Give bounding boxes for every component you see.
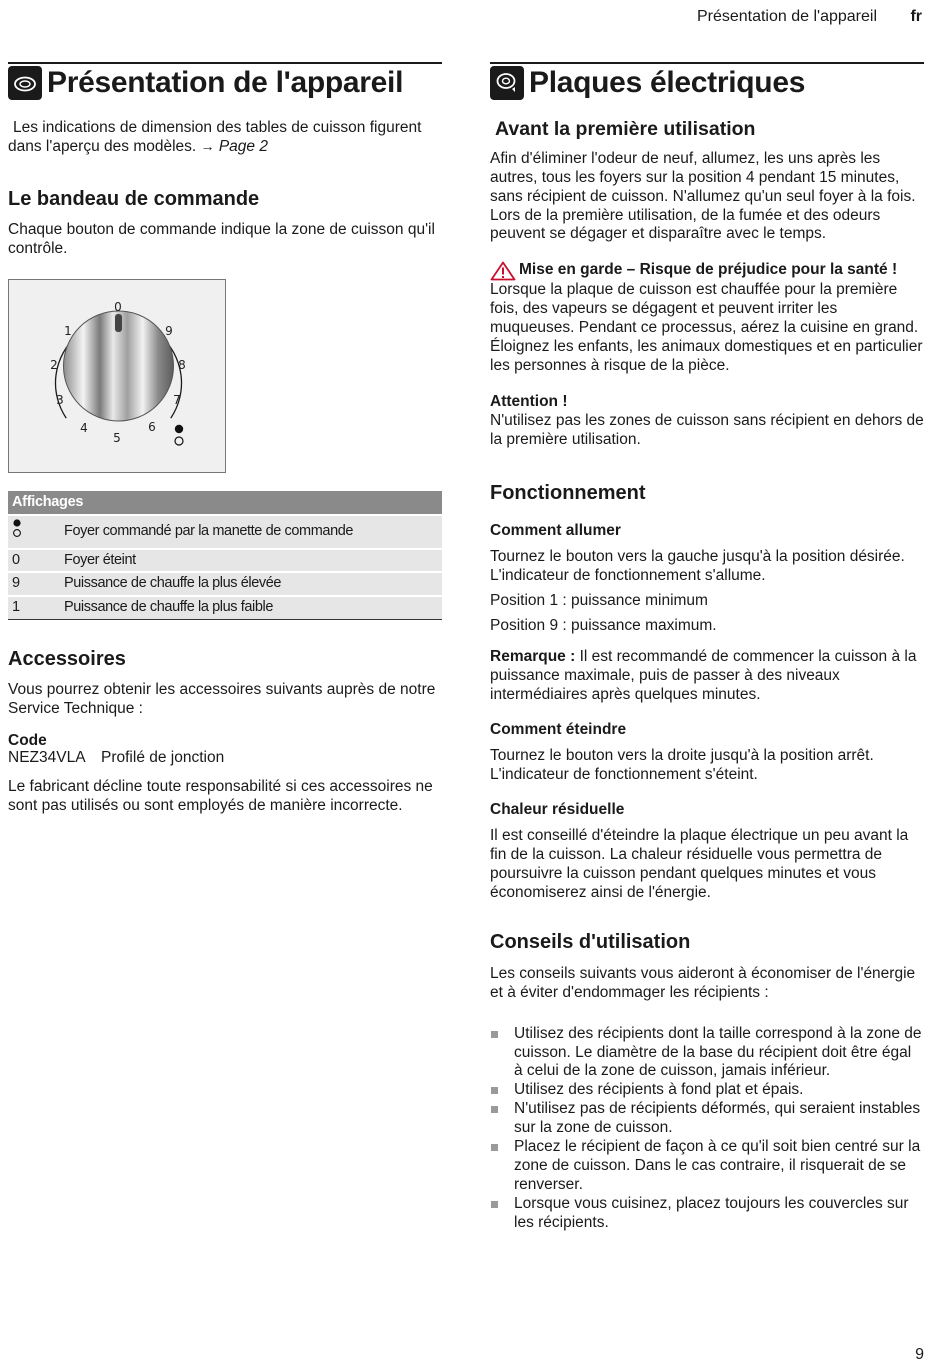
accessory-description: Profilé de jonction (101, 749, 225, 767)
bullet-icon (491, 1087, 498, 1094)
page-reference-link[interactable]: Page 2 (218, 137, 268, 155)
residual-heat-heading: Chaleur résiduelle (490, 800, 625, 818)
attention-heading: Attention ! (490, 392, 568, 410)
section-title: Présentation de l'appareil (47, 65, 404, 99)
position-1-text: Position 1 : puissance minimum (490, 591, 708, 609)
note-label: Remarque : (490, 648, 576, 666)
accessories-text: Vous pourrez obtenir les accessoires suivants auprès de notre Service Technique : (8, 681, 436, 718)
page-number: 9 (915, 1346, 924, 1363)
language-code: fr (910, 8, 922, 25)
dial-number-8: 8 (178, 358, 186, 373)
left-column (8, 62, 442, 816)
table-cell-symbol: 1 (8, 596, 60, 619)
list-item: Lorsque vous cuisinez, placez toujours les couvercles sur les récipients. (490, 1195, 924, 1233)
warning-triangle-icon (490, 261, 516, 281)
hotplate-icon (490, 66, 524, 100)
accessories-disclaimer: Le fabricant décline toute responsabilité si ces accessoires ne sont pas utilisés ou sont employés de manière incorrecte. (8, 778, 433, 814)
table-cell-text: Puissance de chauffe la plus faible (60, 596, 442, 619)
table-row (8, 515, 442, 549)
table-cell-symbol (8, 515, 60, 549)
dial-number-7: 7 (173, 393, 181, 408)
table-row (8, 572, 442, 596)
right-column (490, 62, 924, 1233)
warning-heading (490, 261, 924, 281)
code-label: Code (8, 731, 47, 749)
display-table (8, 491, 442, 620)
dial-number-3: 3 (56, 393, 64, 408)
running-header (0, 7, 950, 27)
warning-title: Mise en garde – Risque de préjudice pour la santé ! (519, 261, 898, 279)
display-table-header: Affichages (8, 491, 442, 515)
turn-on-text: Tournez le bouton vers la gauche jusqu'à la position désirée. L'indicateur de fonctionnement s'allume. (490, 547, 905, 584)
attention-text: N'utilisez pas les zones de cuisson sans récipient en dehors de la première utilisation. (490, 411, 924, 448)
note-text: Il est recommandé de commencer la cuisson à la puissance maximale, puis de passer à des niveaux intermédiaires après quelques minutes. (490, 648, 917, 704)
hob-position-icon (12, 518, 22, 540)
table-cell-symbol: 9 (8, 572, 60, 596)
list-item: Placez le récipient de façon à ce qu'il soit bien centré sur la zone de cuisson. Dans le cas contraire, il risquerait de se renverser. (490, 1138, 924, 1195)
dial-number-6: 6 (148, 420, 156, 435)
dial-number-4: 4 (80, 421, 88, 436)
section-heading-appliance (8, 62, 442, 100)
dial-number-9: 9 (165, 324, 173, 339)
table-cell-text: Foyer éteint (60, 549, 442, 573)
table-row (8, 596, 442, 619)
table-row (8, 549, 442, 573)
table-cell-text: Puissance de chauffe la plus élevée (60, 572, 442, 596)
list-item: Utilisez des récipients à fond plat et épais. (490, 1081, 924, 1100)
accessory-code: NEZ34VLA (8, 749, 85, 767)
dial-number-5: 5 (113, 431, 121, 446)
table-cell-text: Foyer commandé par la manette de commande (60, 515, 442, 549)
warning-text: Lorsque la plaque de cuisson est chauffée pour la première fois, des vapeurs se dégagent et peuvent irriter les muqueuses. Pendant ce processus, aérez la cuisine en grand. Éloignez les enfants, les animaux domestiques et en particulier les personnes à risque de la pièce. (490, 281, 923, 374)
control-knob-drawing (9, 280, 225, 472)
turn-off-heading: Comment éteindre (490, 721, 627, 739)
dial-number-0: 0 (114, 300, 122, 315)
intro-paragraph (8, 119, 442, 157)
tips-list (490, 1025, 924, 1233)
section-title: Plaques électriques (529, 65, 806, 99)
first-use-heading: Avant la première utilisation (495, 118, 756, 140)
intro-text: Les indications de dimension des tables de cuisson figurent dans l'aperçu des modèles. (8, 119, 422, 155)
turn-on-heading: Comment allumer (490, 521, 621, 539)
control-knob-illustration (8, 279, 226, 473)
first-use-text: Afin d'éliminer l'odeur de neuf, allumez, les uns après les autres, tous les foyers sur la position 4 pendant 15 minutes, sans récipient de cuisson. N'allumez qu'un seul foyer à la fois. Lors de la première utilisation, de la fumée et des odeurs peuvent se dégager et disparaître avec le temps. (490, 149, 916, 243)
control-panel-heading: Le bandeau de commande (8, 187, 260, 210)
section-heading-hotplates (490, 62, 924, 100)
operation-heading: Fonctionnement (490, 481, 646, 504)
accessory-item (8, 749, 442, 766)
turn-off-text: Tournez le bouton vers la droite jusqu'à la position arrêt. L'indicateur de fonctionnement s'éteint. (490, 747, 874, 784)
list-item: Utilisez des récipients dont la taille correspond à la zone de cuisson. Le diamètre de la base du récipient doit être égal à celui de la zone de cuisson, jamais inférieur. (490, 1025, 924, 1082)
bullet-icon (491, 1201, 498, 1208)
table-cell-symbol: 0 (8, 549, 60, 573)
control-panel-text: Chaque bouton de commande indique la zone de cuisson qu'il contrôle. (8, 221, 435, 258)
tips-intro: Les conseils suivants vous aideront à économiser de l'énergie et à éviter d'endommager les récipients : (490, 964, 916, 1001)
position-9-text: Position 9 : puissance maximum. (490, 616, 717, 634)
tips-heading: Conseils d'utilisation (490, 931, 691, 954)
bullet-icon (491, 1106, 498, 1113)
dial-number-1: 1 (64, 324, 72, 339)
bullet-icon (491, 1031, 498, 1038)
list-item: N'utilisez pas de récipients déformés, qui seraient instables sur la zone de cuisson. (490, 1100, 924, 1138)
dial-number-2: 2 (50, 358, 58, 373)
residual-heat-text: Il est conseillé d'éteindre la plaque électrique un peu avant la fin de la cuisson. La chaleur résiduelle vous permettra de poursuivre la cuisson pendant quelques minutes et vous économiserez ainsi de l'énergie. (490, 826, 909, 901)
bullet-icon (491, 1144, 498, 1151)
appliance-icon (8, 66, 42, 100)
accessories-heading: Accessoires (8, 647, 126, 670)
page-reference-arrow-icon: → (200, 137, 215, 154)
running-header-title: Présentation de l'appareil (696, 8, 877, 25)
note-paragraph (490, 648, 924, 705)
